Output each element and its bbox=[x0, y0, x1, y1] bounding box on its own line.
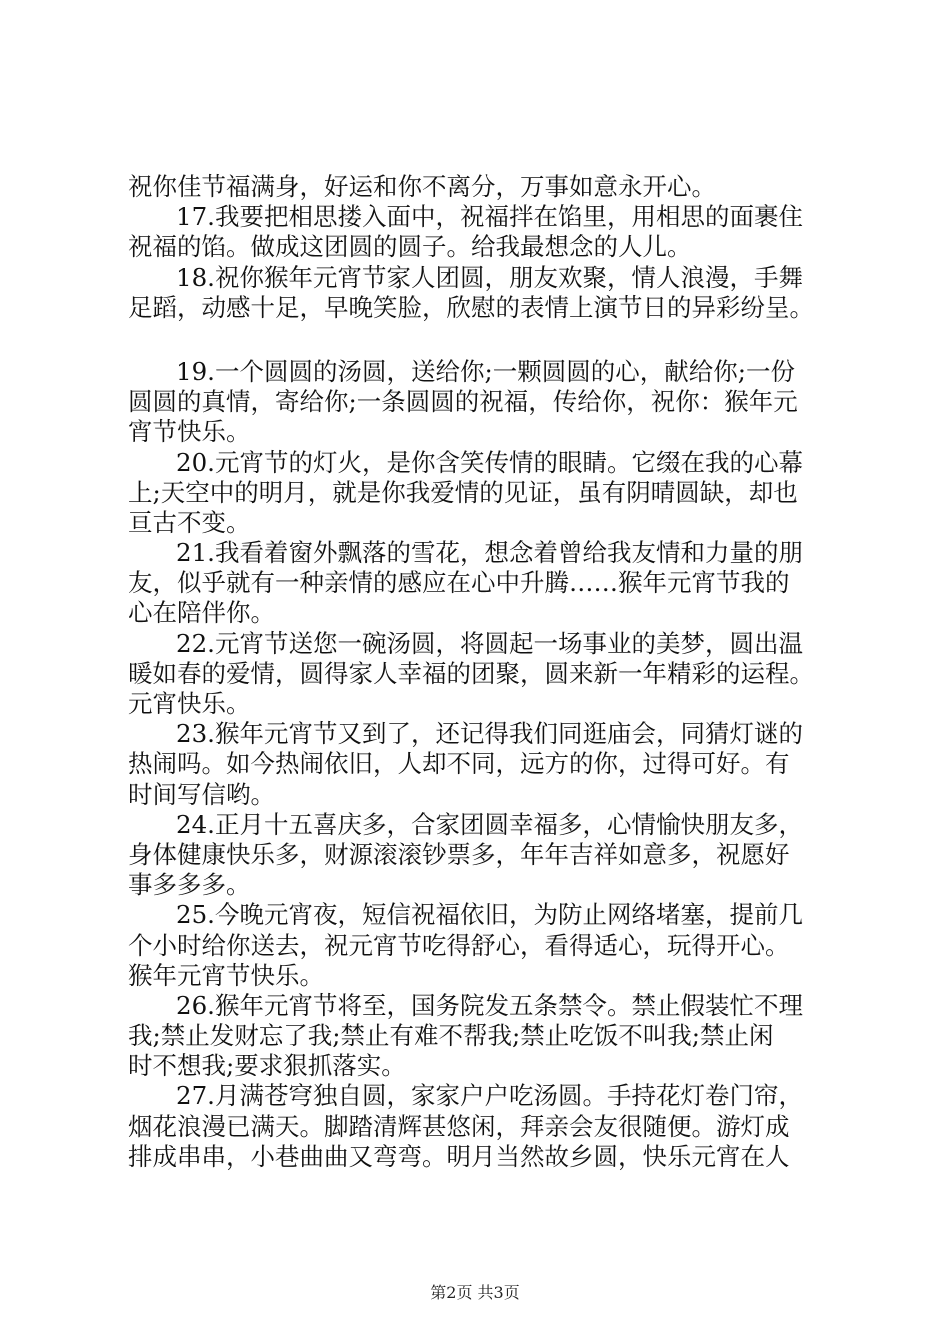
text-line: 26.猴年元宵节将至，国务院发五条禁令。禁止假装忙不理 bbox=[176, 990, 803, 1020]
text-line: 18.祝你猴年元宵节家人团圆，朋友欢聚，情人浪漫，手舞 bbox=[176, 262, 803, 292]
text-line: 圆圆的真情，寄给你;一条圆圆的祝福，传给你，祝你：猴年元 bbox=[128, 387, 798, 417]
text-line: 上;天空中的明月，就是你我爱情的见证，虽有阴晴圆缺，却也 bbox=[128, 477, 798, 507]
text-line: 19.一个圆圆的汤圆，送给你;一颗圆圆的心，献给你;一份 bbox=[176, 356, 795, 386]
text-line: 足蹈，动感十足，早晚笑脸，欣慰的表情上演节日的异彩纷呈。 bbox=[128, 292, 814, 322]
text-line: 元宵快乐。 bbox=[128, 689, 251, 718]
paragraph-gap bbox=[128, 323, 833, 357]
text-line: 我;禁止发财忘了我;禁止有难不帮我;禁止吃饭不叫我;禁止闲 bbox=[128, 1021, 774, 1051]
text-line: 25.今晚元宵夜，短信祝福依旧，为防止网络堵塞，提前几 bbox=[176, 900, 803, 930]
text-line: 24.正月十五喜庆多，合家团圆幸福多，心情愉快朋友多， bbox=[176, 809, 803, 839]
text-line: 时间写信哟。 bbox=[128, 779, 275, 809]
page-number-footer: 第2页 共3页 bbox=[430, 1283, 520, 1302]
document-body bbox=[128, 172, 833, 1172]
text-line: 亘古不变。 bbox=[128, 507, 251, 537]
text-line: 猴年元宵节快乐。 bbox=[128, 960, 324, 990]
text-line: 时不想我;要求狠抓落实。 bbox=[128, 1051, 406, 1081]
text-line: 祝你佳节福满身，好运和你不离分，万事如意永开心。 bbox=[128, 172, 716, 201]
text-line: 宵节快乐。 bbox=[128, 417, 251, 447]
text-line: 17.我要把相思搂入面中，祝福拌在馅里，用相思的面裹住 bbox=[176, 202, 803, 232]
text-line: 祝福的馅。做成这团圆的圆子。给我最想念的人儿。 bbox=[128, 232, 692, 262]
text-line: 友，似乎就有一种亲情的感应在心中升腾……猴年元宵节我的 bbox=[128, 568, 790, 598]
text-line: 热闹吗。如今热闹依旧，人却不同，远方的你，过得可好。有 bbox=[128, 749, 790, 779]
text-line: 事多多多。 bbox=[128, 870, 251, 900]
text-line: 27.月满苍穹独自圆，家家户户吃汤圆。手持花灯卷门帘， bbox=[176, 1081, 803, 1111]
text-line: 烟花浪漫已满天。脚踏清辉甚悠闲，拜亲会友很随便。游灯成 bbox=[128, 1111, 790, 1141]
text-line: 排成串串，小巷曲曲又弯弯。明月当然故乡圆，快乐元宵在人 bbox=[128, 1141, 790, 1171]
text-line: 22.元宵节送您一碗汤圆，将圆起一场事业的美梦，圆出温 bbox=[176, 628, 803, 658]
text-line: 个小时给你送去，祝元宵节吃得舒心，看得适心，玩得开心。 bbox=[128, 930, 790, 960]
text-line: 20.元宵节的灯火，是你含笑传情的眼睛。它缀在我的心幕 bbox=[176, 447, 803, 477]
text-line: 身体健康快乐多，财源滚滚钞票多，年年吉祥如意多，祝愿好 bbox=[128, 839, 790, 869]
text-line: 21.我看着窗外飘落的雪花，想念着曾给我友情和力量的朋 bbox=[176, 538, 803, 568]
text-line: 暖如春的爱情，圆得家人幸福的团聚，圆来新一年精彩的运程。 bbox=[128, 658, 814, 688]
text-line: 心在陪伴你。 bbox=[128, 598, 275, 628]
text-line: 23.猴年元宵节又到了，还记得我们同逛庙会，同猜灯谜的 bbox=[176, 719, 803, 749]
